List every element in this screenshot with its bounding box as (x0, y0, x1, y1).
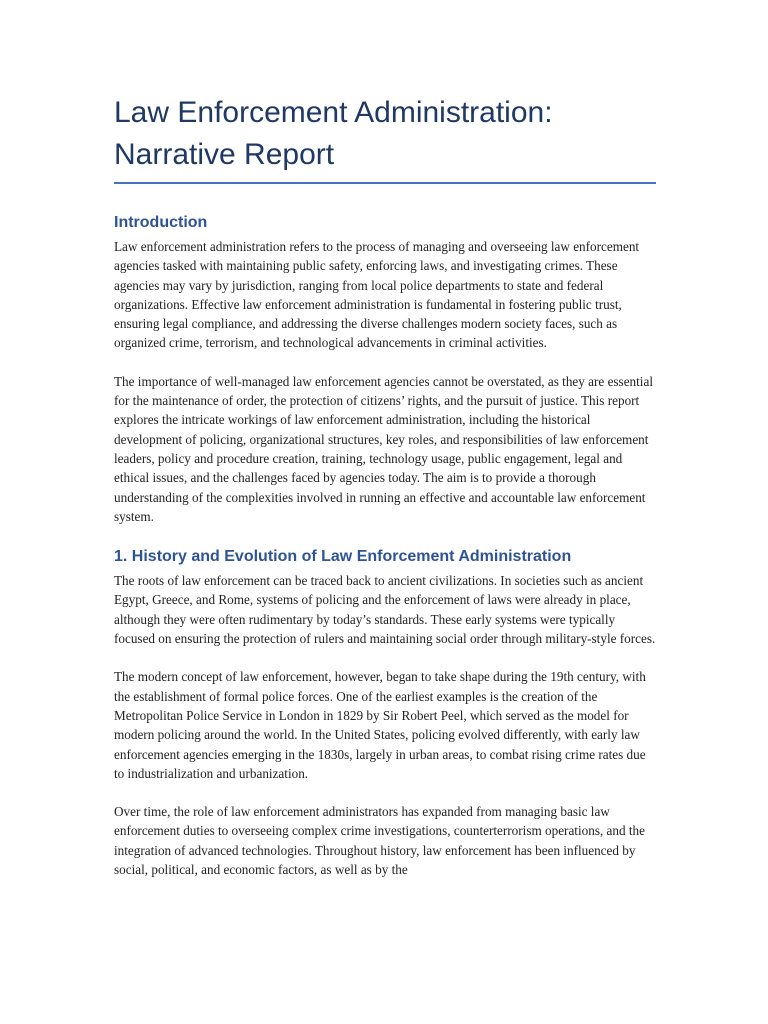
document-title: Law Enforcement Administration: Narrative Report (114, 96, 553, 171)
section-history (114, 546, 656, 879)
document-page (114, 92, 656, 899)
paragraph: The roots of law enforcement can be traced back to ancient civilizations. In societies such as ancient Egypt, Greece, and Rome, systems of policing and the enforcement of laws were already in place, although they were often rudimentary by today’s standards. These early systems were typically focused on ensuring the protection of rulers and maintaining social order through military-style forces. (114, 573, 656, 647)
section-heading: 1. History and Evolution of Law Enforcement Administration (114, 548, 572, 566)
paragraph: The importance of well-managed law enforcement agencies cannot be overstated, as they are essential for the maintenance of order, the protection of citizens’ rights, and the pursuit of justice. This report explores the intricate workings of law enforcement administration, including the historical development of policing, organizational structures, key roles, and responsibilities of law enforcement leaders, policy and procedure creation, training, technology usage, public engagement, legal and ethical issues, and the challenges faced by agencies today. The aim is to provide a thorough understanding of the complexities involved in running an effective and accountable law enforcement system. (114, 373, 653, 524)
paragraph: Law enforcement administration refers to the process of managing and overseeing law enforcement agencies tasked with maintaining public safety, enforcing laws, and investigating crimes. These agencies may vary by jurisdiction, ranging from local police departments to state and federal organizations. Effective law enforcement administration is fundamental in fostering public trust, ensuring legal compliance, and addressing the diverse challenges modern society faces, such as organized crime, terrorism, and technological advancements in criminal activities. (114, 239, 640, 351)
paragraph: Over time, the role of law enforcement administrators has expanded from managing basic law enforcement duties to overseeing complex crime investigations, counterterrorism operations, and the integration of advanced technologies. Throughout history, law enforcement has been influenced by social, political, and economic factors, as well as by the (114, 804, 645, 878)
title-underline (114, 182, 656, 184)
paragraph: The modern concept of law enforcement, however, began to take shape during the 19th century, with the establishment of formal police forces. One of the earliest examples is the creation of the Metropolitan Police Service in London in 1829 by Sir Robert Peel, which served as the model for modern policing around the world. In the United States, policing evolved differently, with early law enforcement agencies emerging in the 1830s, largely in urban areas, to combat rising crime rates due to industrialization and urbanization. (114, 669, 646, 781)
section-introduction (114, 212, 656, 526)
section-heading: Introduction (114, 214, 208, 231)
